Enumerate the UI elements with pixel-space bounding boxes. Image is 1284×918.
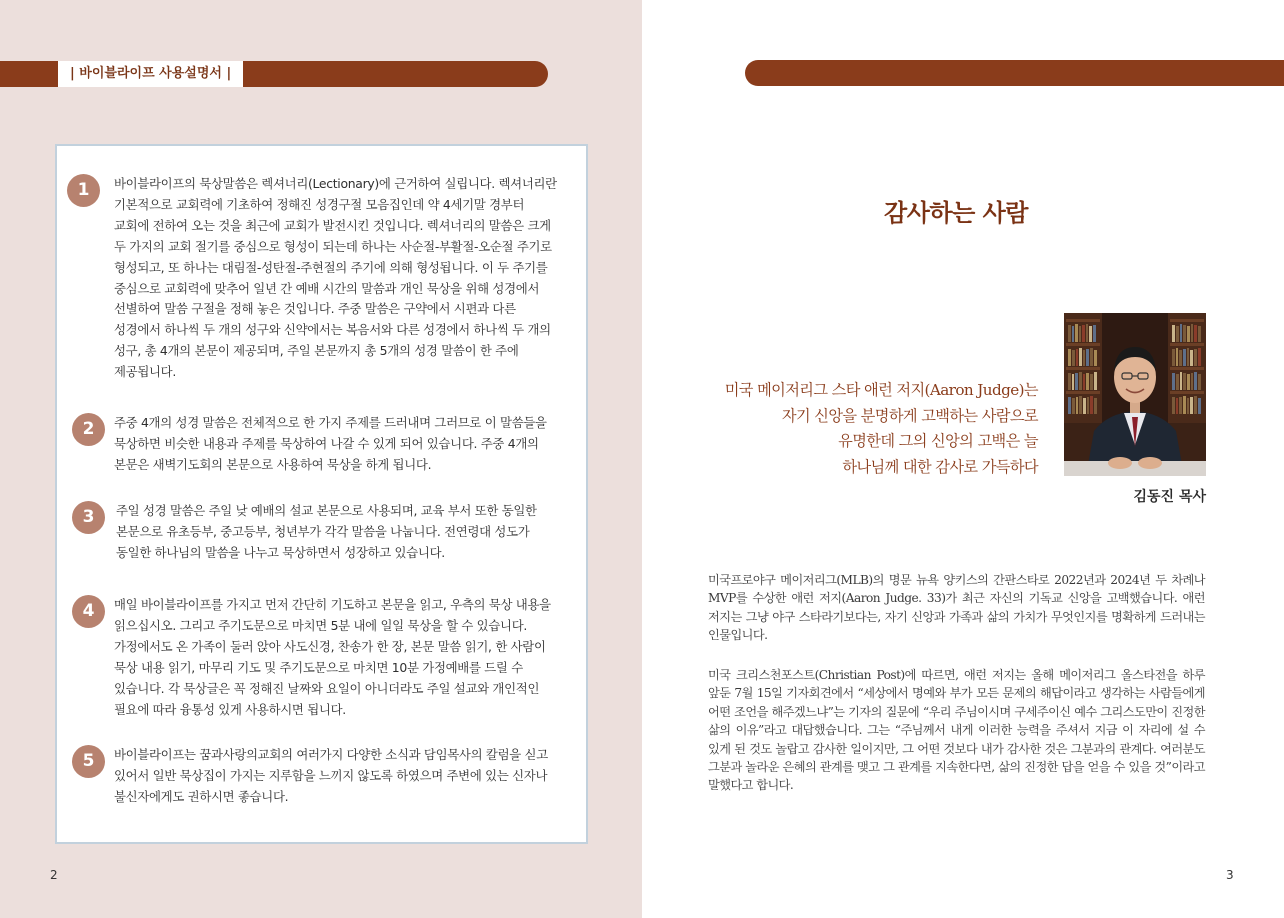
guide-item-text: 매일 바이블라이프를 가지고 먼저 간단히 기도하고 본문을 읽고, 우측의 묵상 내용을 읽으십시오. 그리고 주기도문으로 마치면 5분 내에 일일 묵상을 할 수 있습니다. 가정에서도 온 가족이 둘러 앉아 사도신경, 찬송가 한 장, 본문 말씀 읽기, 한 사람이 묵상 내용 읽기, 마무리 기도 및 주기도문으로 마치면 10분 가정예배를 드릴 수 있습니다. 각 묵상글은 꼭 정해진 날짜와 요일이 아니더라도 주일 설교와 개인적인 필요에 따라 융통성 있게 사용하시면 됩니다.: [114, 597, 551, 717]
quote-line: 미국 메이저리그 스타 애런 저지(Aaron Judge)는: [724, 381, 1038, 399]
quote-line: 유명한데 그의 신앙의 고백은 늘: [838, 432, 1038, 450]
author-name: 김동진 목사: [1133, 489, 1206, 505]
article-title: 감사하는 사람: [884, 199, 1028, 227]
section-label: | 바이블라이프 사용설명서 |: [58, 61, 243, 87]
number-badge: 1: [67, 174, 100, 207]
number-badge: 4: [72, 595, 105, 628]
pull-quote: [672, 378, 1038, 480]
author-photo: [1064, 313, 1206, 476]
article-paragraph-2: 미국 크리스천포스트(Christian Post)에 따르면, 애런 저지는 올해 메이저리그 올스타전을 하루 앞둔 7월 15일 기자회견에서 “세상에서 명예와 부가 모든 문제의 해답이라고 생각하는 사람들에게 어떤 조언을 해주겠느냐”는 기자의 질문에 “우리 주님이시며 구세주이신 예수 그리스도만이 진정한 삶의 이유”라고 대답했습니다. 그는 “주님께서 내게 이러한 능력을 주셔서 지금 이 자리에 설 수 있게 된 것도 놀랍고 감사한 일이지만, 그 어떤 것보다 내가 감사한 것은 그분과의 관계다. 여러분도 그분과 놀라운 은혜의 관계를 맺고 그 관계를 지속한다면, 삶의 진정한 답을 얻을 수 있을 것”이라고 말했다고 합니다.: [708, 668, 1205, 793]
guide-item-text: 주중 4개의 성경 말씀은 전체적으로 한 가지 주제를 드러내며 그러므로 이 말씀들을 묵상하면 비슷한 내용과 주제를 묵상하여 나갈 수 있게 되어 있습니다. 주중 4개의 본문은 새벽기도회의 본문으로 사용하여 묵상을 하게 됩니다.: [114, 415, 547, 472]
number-badge: 2: [72, 413, 105, 446]
header-bar-right: [745, 60, 1284, 86]
right-page: [642, 0, 1284, 918]
guide-item-text: 바이블라이프의 묵상말씀은 렉셔너리(Lectionary)에 근거하여 실립니다. 렉셔너리란 기본적으로 교회력에 기초하여 정해진 성경구절 모음집인데 약 4세기말 경부터 교회에 전하여 오는 것을 최근에 교회가 발전시킨 것입니다. 렉셔너리의 말씀은 크게 두 가지의 교회 절기를 중심으로 형성이 되는데 하나는 사순절-부활절-오순절 주기로 형성되고, 또 하나는 대림절-성탄절-주현절의 주기에 의해 형성됩니다. 이 두 주기를 중심으로 교회력에 맞추어 일년 간 예배 시간의 말씀과 개인 묵상을 위해 성경에서 선별하여 말씀 구절을 정해 놓은 것입니다. 주중 말씀은 구약에서 시편과 다른 성경에서 하나씩 두 개의 성구와 신약에서는 복음서와 다른 성경에서 하나씩 두 개의 성구, 총 4개의 본문이 제공되며, 주일 본문까지 총 5개의 성경 말씀이 한 주에 제공됩니다.: [114, 176, 557, 380]
page-number-left: 2: [50, 868, 58, 882]
guide-item-text: 주일 성경 말씀은 주일 낮 예배의 설교 본문으로 사용되며, 교육 부서 또한 동일한 본문으로 유초등부, 중고등부, 청년부가 각각 말씀을 나눕니다. 전연령대 성도가 동일한 하나님의 말씀을 나누고 묵상하면서 성장하고 있습니다.: [116, 503, 537, 560]
usage-guide-box: [55, 144, 588, 844]
article-paragraph-1: 미국프로야구 메이저리그(MLB)의 명문 뉴욕 양키스의 간판스타로 2022년과 2024년 두 차례나 MVP를 수상한 애런 저지(Aaron Judge. 33)가 최근 자신의 기독교 신앙을 고백했습니다. 애런 저지는 그냥 야구 스타라기보다는, 자기 신앙과 가족과 삶의 가치가 무엇인지를 명확하게 드러내는 인물입니다.: [708, 573, 1205, 643]
author-portrait-image: [1064, 313, 1206, 476]
guide-item-text: 바이블라이프는 꿈과사랑의교회의 여러가지 다양한 소식과 담임목사의 칼럼을 싣고 있어서 일반 묵상집이 가지는 지루함을 느끼지 않도록 하였으며 주변에 있는 신자나 불신자에게도 권하시면 좋습니다.: [114, 747, 548, 804]
quote-line: 하나님께 대한 감사로 가득하다: [842, 457, 1038, 476]
quote-line: 자기 신앙을 분명하게 고백하는 사람으로: [781, 406, 1038, 425]
number-badge: 3: [72, 501, 105, 534]
number-badge: 5: [72, 745, 105, 778]
page-number-right: 3: [1226, 868, 1234, 882]
